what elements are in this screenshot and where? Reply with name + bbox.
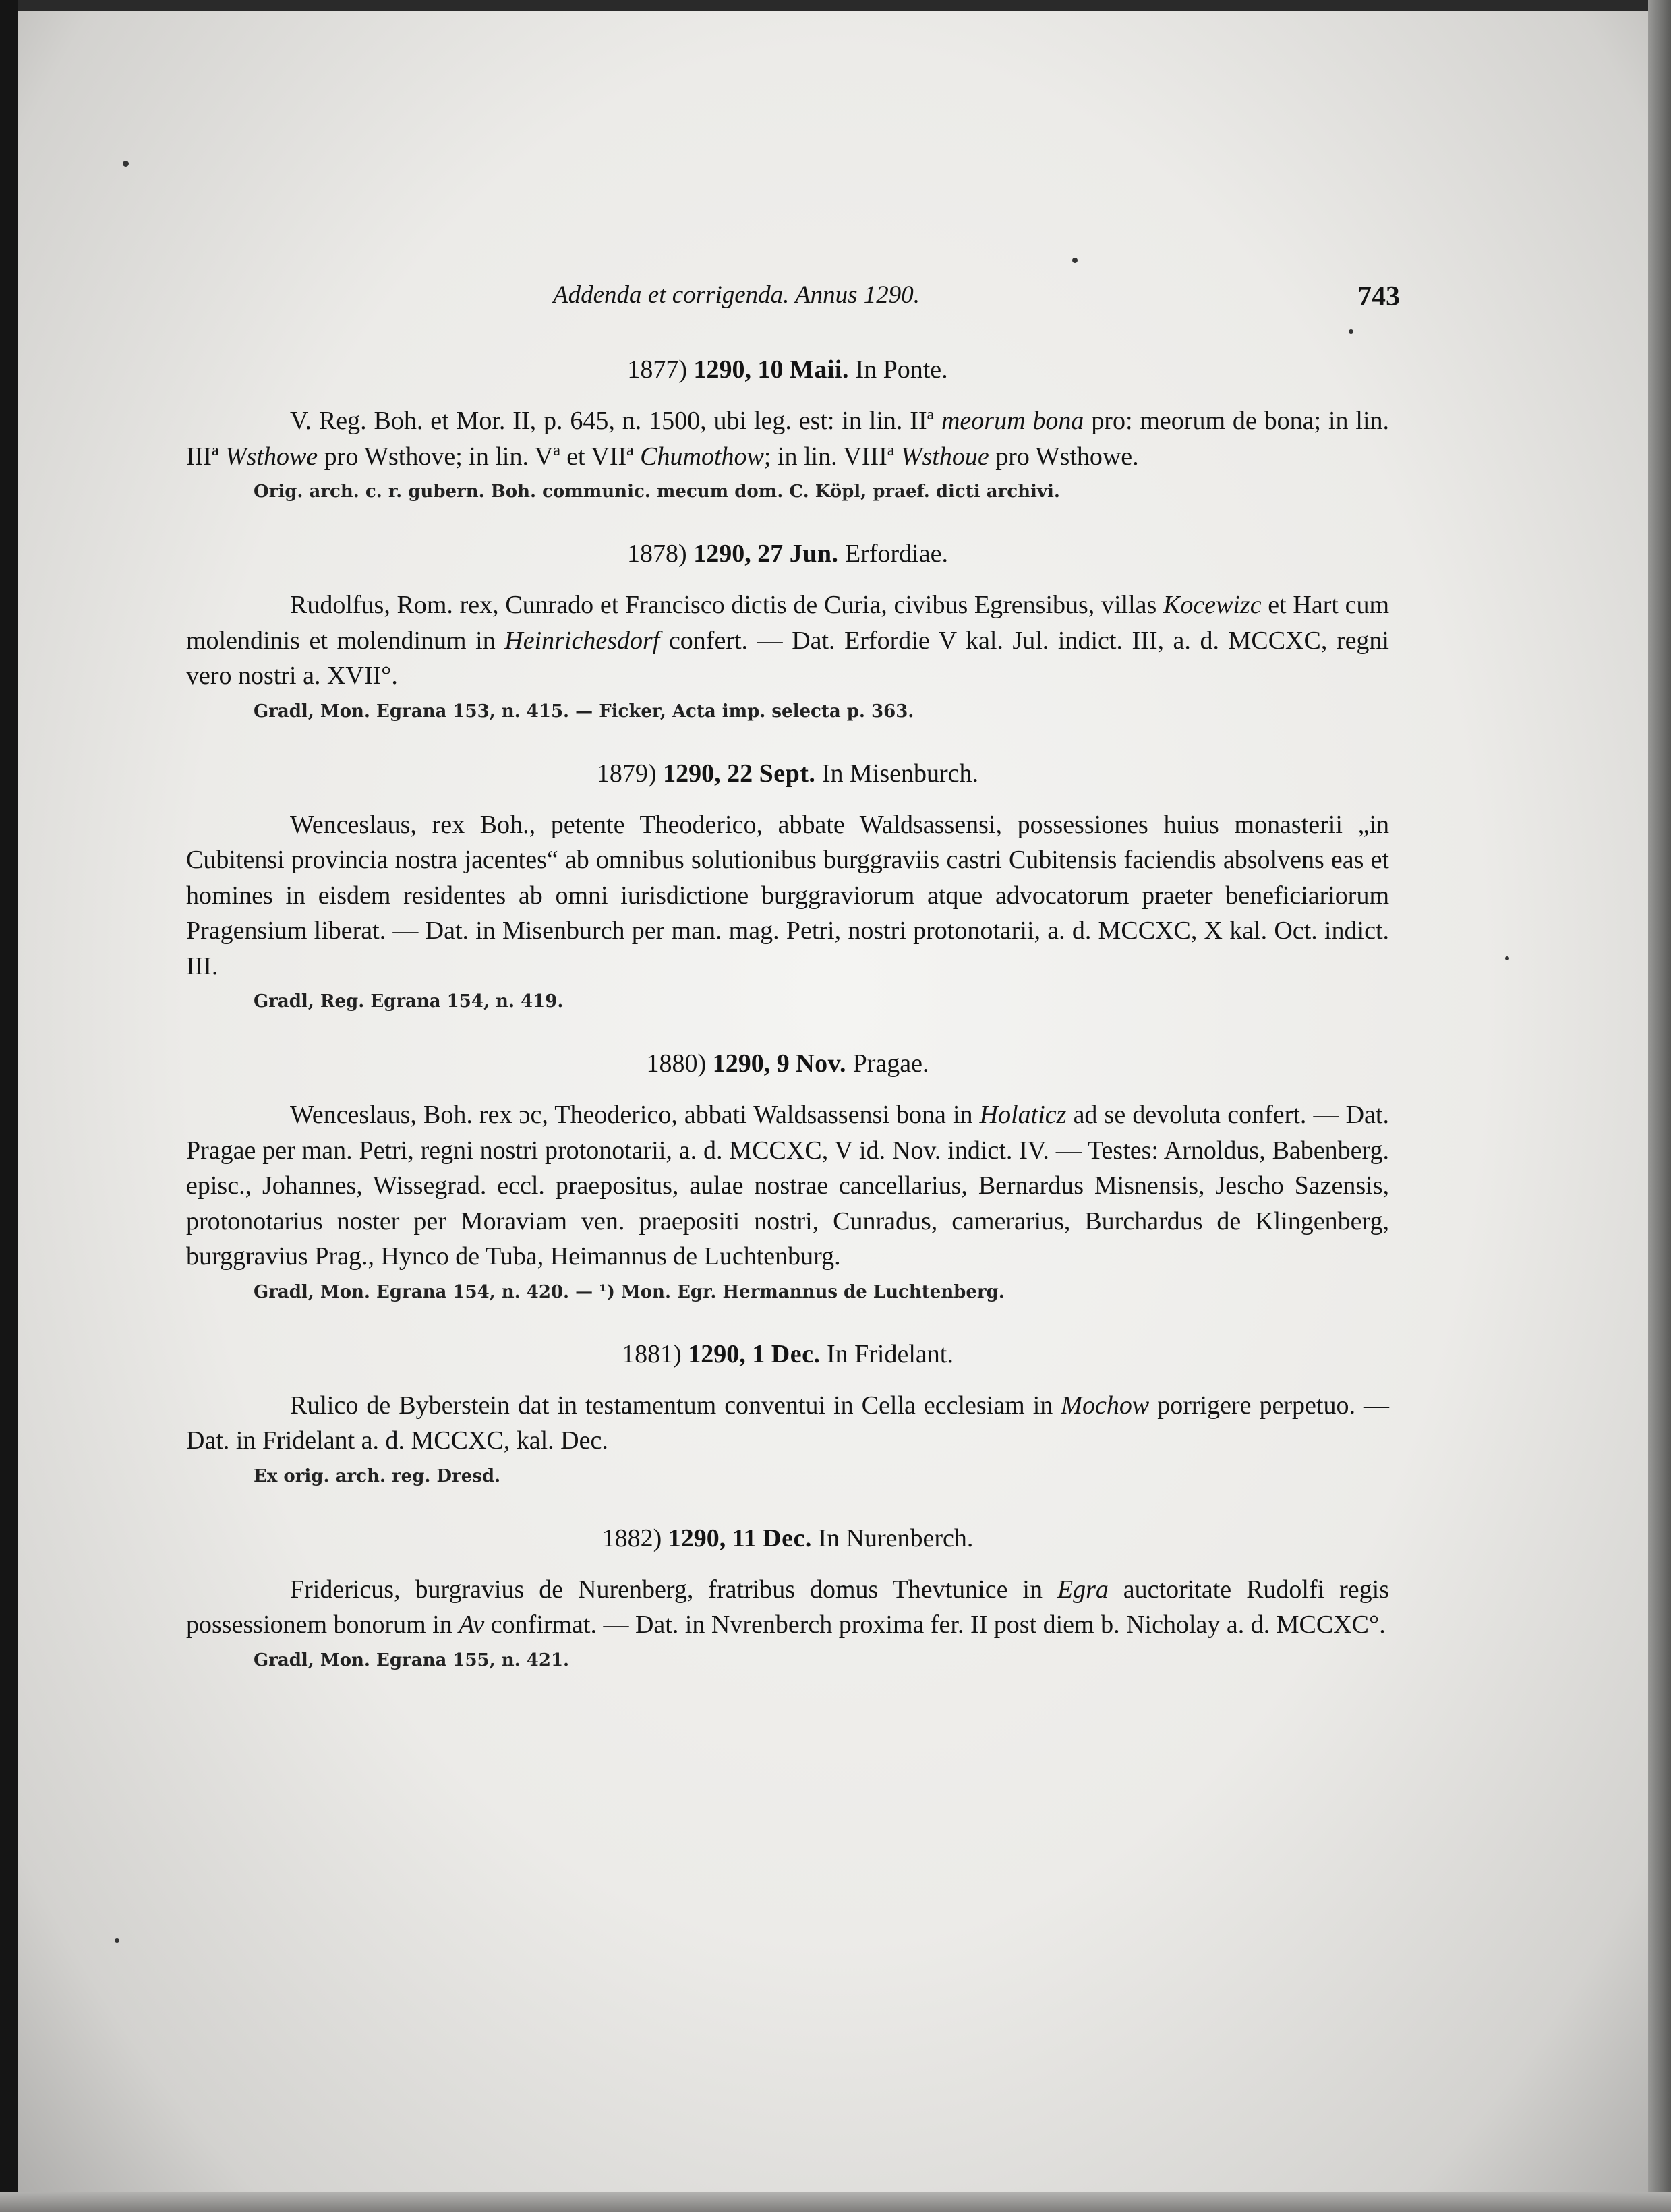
entry-place: Erfordiae. [844,540,948,568]
running-title: Addenda et corrigenda. Annus 1290. [553,281,920,309]
entry-heading [186,755,1389,792]
entry-heading [186,1519,1389,1557]
entry-text-italic: Wsthowe [225,442,318,471]
entry-month: Dec. [771,1339,821,1368]
entry-text-part: porrigere perpetuo. — Dat. in Fridelant a. d. MCCXC, kal. Dec. [186,1391,1390,1455]
entry-text-part: confirmat. — Dat. in Nvrenberch proxima fer. II post diem b. Nicholay a. d. MCCXC°. [484,1610,1386,1639]
entry-text-italic: Heinrichesdorf [504,626,660,655]
entry-text-part: confert. — Dat. Erfordie V kal. Jul. indict. III, a. d. MCCXC, regni vero nostri a. XVII°. [186,626,1389,690]
entry-text-italic: Wsthoue [900,442,989,471]
running-head [553,281,1400,318]
entry-source: Gradl, Mon. Egrana 154, n. 420. — ¹) Mon. Egr. Hermannus de Luchtenberg. [254,1281,1005,1302]
entry-gap [186,1015,1389,1045]
entry-1879 [186,755,1389,1016]
entry-1878 [186,535,1389,725]
entry-number: 1879) [596,759,657,788]
entry-heading [186,1045,1389,1082]
entry-text-part: Fridericus, burgravius de Nurenberg, fratribus domus Thevtunice in [290,1575,1057,1604]
entry-date: 1290, 27 [693,540,784,568]
scan-speck [1349,329,1353,334]
entry-date: 1290, 1 [688,1339,765,1368]
scan-border-right [1648,0,1671,2212]
entry-text-part: Rudolfus, Rom. rex, Cunrado et Francisco dictis de Curia, civibus Egrensibus, villas [290,591,1163,619]
page-number: 743 [1357,281,1400,312]
scan-border-bottom [0,2192,1671,2212]
entry-gap [186,1490,1389,1519]
scan-border-top [0,0,1671,11]
entry-number: 1882) [602,1523,662,1552]
entry-source: Gradl, Mon. Egrana 155, n. 421. [254,1650,570,1670]
entry-text-italic: Holaticz [979,1101,1067,1129]
entry-text-part: pro: meorum de bona; in lin. IIIª [186,407,1389,471]
scan-speck [115,1938,119,1943]
entry-month: Nov. [796,1049,847,1078]
entry-source: Ex orig. arch. reg. Dresd. [254,1465,501,1486]
entry-text-part: Wenceslaus, Boh. rex ɔc, Theoderico, abbati Waldsassensi bona in [290,1101,980,1129]
entry-month: Maii. [789,355,849,384]
entry-number: 1881) [622,1339,682,1368]
entry-text [186,807,1389,985]
entry-place: In Nurenberch. [818,1523,974,1552]
entry-month: Sept. [759,759,816,788]
entry-text-italic: Kocewizc [1163,591,1262,619]
scan-border-left [0,0,18,2212]
entry-source: Gradl, Mon. Egrana 153, n. 415. — Ficker, Acta imp. selecta p. 363. [254,701,914,722]
entry-heading [186,351,1389,388]
entry-text-part: pro Wsthove; in lin. Vª et VIIª [318,442,641,471]
main-content [186,351,1389,1674]
entry-text [186,1572,1389,1643]
entry-text-part: V. Reg. Boh. et Mor. II, p. 645, n. 1500, ubi leg. est: in lin. IIª [290,407,941,435]
entry-text-italic: Mochow [1061,1391,1150,1420]
entry-text-part: pro Wsthowe. [989,442,1139,471]
entry-heading [186,535,1389,573]
entry-1877 [186,351,1389,505]
entry-date: 1290, 10 [693,355,784,384]
entry-place: In Misenburch. [821,759,979,788]
entry-heading [186,1335,1389,1373]
entry-1882 [186,1519,1389,1674]
entry-text [186,1388,1389,1459]
entry-gap [186,725,1389,755]
scan-speck [1072,258,1078,263]
entry-text [186,1097,1389,1275]
entry-text-italic: Egra [1057,1575,1109,1604]
entry-text-part: Wenceslaus, rex Boh., petente Theoderico, abbate Waldsassensi, possessiones huius monasterii „in Cubitensi provincia nostra jacentes“ ab omnibus solutionibus burggraviis castri Cubitensis faciendis absolvens eas et homines in eisdem residentes ab omni iurisdictione burggraviorum atque advocatorum praeter beneficiariorum Pragensium liberat. — Dat. in Misenburch per man. mag. Petri, nostri protonotarii, a. d. MCCXC, X kal. Oct. indict. III. [186,810,1389,981]
entry-source: Gradl, Reg. Egrana 154, n. 419. [254,991,564,1012]
entry-source: Orig. arch. c. r. gubern. Boh. communic. mecum dom. C. Köpl, praef. dicti archivi. [254,482,1060,502]
entry-text-italic: meorum bona [941,407,1084,435]
entry-place: Pragae. [852,1049,929,1078]
entry-number: 1880) [646,1049,707,1078]
entry-gap [186,1306,1389,1335]
entry-place: In Ponte. [855,355,948,384]
entry-1880 [186,1045,1389,1306]
entry-text [186,403,1389,474]
entry-text-part: Rulico de Byberstein dat in testamentum conventui in Cella ecclesiam in [290,1391,1061,1420]
entry-month: Jun. [789,540,839,568]
entry-text-part: et Hart cum molendinis et molendinum in [186,591,1389,655]
entry-month: Dec. [763,1523,812,1552]
entry-number: 1877) [627,355,687,384]
entry-text [186,587,1389,694]
entry-text-italic: Av [459,1610,485,1639]
entry-text-part: ; in lin. VIIIª [763,442,901,471]
entry-date: 1290, 9 [712,1049,790,1078]
entry-text-italic: Chumothow [640,442,764,471]
entry-date: 1290, 11 [668,1523,757,1552]
scan-speck [1505,956,1509,960]
scan-speck [123,161,129,167]
entry-place: In Fridelant. [826,1339,954,1368]
entry-text-part: auctoritate Rudolfi regis possessionem bonorum in [186,1575,1389,1639]
entry-text-part: ad se devoluta confert. — Dat. Pragae per man. Petri, regni nostri protonotarii, a. d. MCCXC, V id. Nov. indict. IV. — Testes: Arnoldus, Babenberg. episc., Johannes, Wissegrad. eccl. praepositus, aulae nostrae cancellarius, Bernardus Misnensis, Jescho Sazensis, protonotarius noster per Moraviam ven. praepositi nostri, Cunradus, camerarius, Burchardus de Klingenberg, burggravius Prag., Hynco de Tuba, Heimannus de Luchtenburg. [186,1101,1389,1271]
entry-gap [186,505,1389,535]
entry-date: 1290, 22 [663,759,753,788]
entry-number: 1878) [627,540,687,568]
entry-1881 [186,1335,1389,1490]
